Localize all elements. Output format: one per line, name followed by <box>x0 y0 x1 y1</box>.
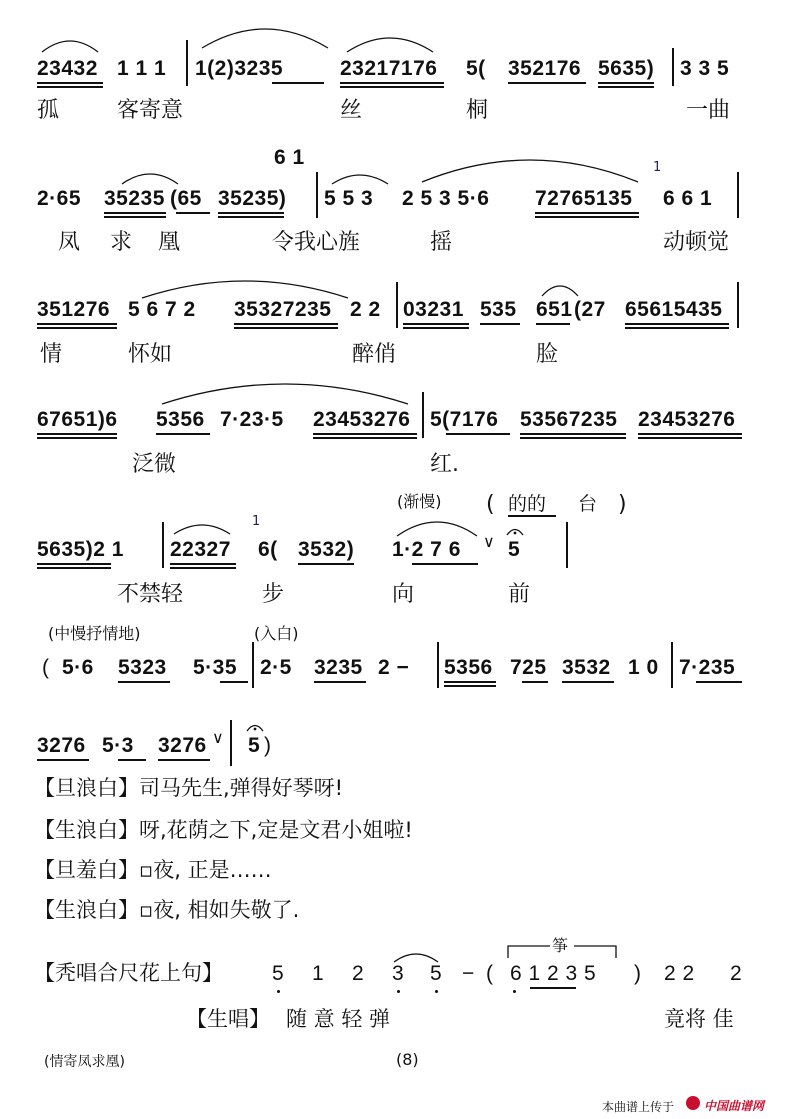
underline <box>118 759 146 761</box>
underline <box>234 327 338 329</box>
lyric: 丝 <box>340 98 363 123</box>
note-group: 651 <box>536 298 573 321</box>
underline <box>314 681 366 683</box>
note-group: ( <box>42 656 50 679</box>
note-group: 03231 <box>403 298 464 321</box>
slur-arc <box>392 950 440 964</box>
underline <box>562 681 614 683</box>
note-group: (27 <box>574 298 606 321</box>
dialogue-line <box>34 775 343 801</box>
underline <box>37 323 117 325</box>
lyric: 桐 <box>466 98 489 123</box>
note-group: 5 <box>248 734 261 757</box>
note-group: 5(7176 <box>430 408 499 431</box>
underline <box>535 216 639 218</box>
note-group: 3235 <box>314 656 363 679</box>
note-group: 5 <box>508 538 521 561</box>
note-group: 7·23·5 <box>220 408 284 431</box>
slur-arc <box>120 168 180 186</box>
note: 3 <box>392 962 405 985</box>
note-group: 35235) <box>218 187 287 210</box>
note-group: 5635)2 1 <box>37 538 124 561</box>
slur-arc <box>540 280 580 298</box>
note-group: ) <box>264 734 272 757</box>
note-group: 351276 <box>37 298 111 321</box>
note-group: 2 2 <box>350 298 381 321</box>
underline <box>220 681 248 683</box>
underline <box>37 563 111 565</box>
slur-arc <box>172 520 232 536</box>
annotation: 的的 <box>508 493 547 515</box>
note-group: 5323 <box>118 656 167 679</box>
underline <box>638 433 742 435</box>
instrument-label: 筝 <box>552 936 569 955</box>
underline <box>234 323 338 325</box>
grace-notes: 6 1 <box>274 146 305 169</box>
tempo-marking: (渐慢) <box>397 492 442 511</box>
lyric: 孤 <box>37 98 60 123</box>
underline <box>340 86 444 88</box>
underline <box>403 327 469 329</box>
note-group: 535 <box>480 298 517 321</box>
underline <box>508 515 556 517</box>
note: 1 <box>312 962 325 985</box>
underline <box>37 86 103 88</box>
note-group: 5·35 <box>193 656 238 679</box>
slur-arc <box>330 170 390 186</box>
underline <box>530 987 576 989</box>
note-group: 65615435 <box>625 298 723 321</box>
note-group: 1(2)3235 <box>195 57 284 80</box>
underline <box>625 323 729 325</box>
breath-mark: ∨ <box>212 728 224 747</box>
underline <box>104 216 166 218</box>
note-group: 1 0 <box>628 656 659 679</box>
breath-mark: ∨ <box>483 532 495 551</box>
lyric: 凰 <box>158 230 181 255</box>
underline <box>444 685 496 687</box>
underline <box>37 82 103 84</box>
note-group: 5 5 3 <box>324 187 374 210</box>
lyric: 客寄意 <box>117 98 184 123</box>
note-group: 3 3 5 <box>680 57 730 80</box>
lyric: 醉俏 <box>352 342 397 367</box>
note-group: 3532) <box>298 538 355 561</box>
underline <box>598 82 654 84</box>
note-group: 5 6 7 2 <box>128 298 196 321</box>
fermata-icon <box>505 526 525 536</box>
note-group: 2 − <box>378 656 410 679</box>
note-group: 3276 <box>158 734 207 757</box>
annotation: ( <box>486 492 495 517</box>
underline <box>508 82 586 84</box>
note-group: 35327235 <box>234 298 332 321</box>
note-group: 3532 <box>562 656 611 679</box>
underline <box>536 323 570 325</box>
note: ) <box>634 962 642 985</box>
tempo-marking: (中慢抒情地) <box>48 624 141 643</box>
underline <box>37 759 89 761</box>
dialogue-text: ▫夜, 相如失敬了. <box>139 898 300 922</box>
underline <box>272 82 324 84</box>
grace-mark: 1 <box>653 160 662 175</box>
note-group: 5·3 <box>102 734 134 757</box>
lyric: 求 <box>110 230 133 255</box>
singer-label: 【生唱】 <box>186 1007 270 1031</box>
note-group: 2·65 <box>37 187 82 210</box>
dialogue-line <box>34 857 272 883</box>
site-logo-text[interactable]: 中国曲谱网 <box>704 1099 765 1113</box>
slur-arc <box>345 30 435 54</box>
note: 2 <box>730 962 743 985</box>
bar-line <box>162 522 164 568</box>
bar-line <box>186 40 188 86</box>
slur-arc <box>140 276 350 300</box>
underline <box>156 433 210 435</box>
underline <box>446 433 510 435</box>
note-group: 6( <box>258 538 278 561</box>
underline <box>444 681 496 683</box>
note-group: 22327 <box>170 538 231 561</box>
underline <box>696 681 742 683</box>
lyric: 怀如 <box>128 342 173 367</box>
note-group: 72765135 <box>535 187 633 210</box>
octave-dot <box>397 990 400 993</box>
note-group: 67651)6 <box>37 408 118 431</box>
role-label: 【生浪白】 <box>34 818 139 842</box>
note: 5 <box>272 962 285 985</box>
underline <box>313 437 417 439</box>
slur-arc <box>160 378 410 406</box>
underline <box>158 759 210 761</box>
underline <box>638 437 742 439</box>
bar-line <box>737 172 739 218</box>
slur-arc <box>420 150 640 184</box>
underline <box>520 437 626 439</box>
note-group: 6 6 1 <box>663 187 713 210</box>
underline <box>522 681 548 683</box>
note-group: 3276 <box>37 734 86 757</box>
note-group: 2 5 3 5·6 <box>402 187 490 210</box>
bar-line <box>566 522 568 568</box>
lyric: 摇 <box>430 230 453 255</box>
piece-title: (情寄凤求凰) <box>44 1054 125 1070</box>
lyric: 令我心旌 <box>272 230 361 255</box>
note-group: 5356 <box>444 656 493 679</box>
underline <box>170 563 236 565</box>
page-number: (8) <box>396 1050 419 1069</box>
underline <box>520 433 626 435</box>
underline <box>218 212 284 214</box>
tempo-marking: (入白) <box>254 624 299 643</box>
dialogue-text: 呀,花荫之下,定是文君小姐啦! <box>139 818 413 842</box>
note: 2 <box>352 962 365 985</box>
lyric: 动顿觉 <box>663 230 730 255</box>
lyric: 泛微 <box>132 452 177 477</box>
bar-line <box>316 172 318 218</box>
underline <box>625 327 729 329</box>
bar-line <box>437 642 439 688</box>
annotation: 台 <box>578 493 598 515</box>
slur-arc <box>395 516 479 538</box>
underline <box>412 563 478 565</box>
note-group: 352176 <box>508 57 582 80</box>
octave-dot <box>513 990 516 993</box>
note-group: 5356 <box>156 408 205 431</box>
note-group: 23453276 <box>638 408 736 431</box>
bar-line <box>230 720 232 766</box>
note: 5 <box>430 962 443 985</box>
dialogue-text: ▫夜, 正是…… <box>139 858 272 882</box>
underline <box>340 82 444 84</box>
underline <box>170 567 236 569</box>
dialogue-line <box>34 897 299 923</box>
bar-line <box>396 282 398 328</box>
note-group: 2·5 <box>260 656 292 679</box>
note-group: (65 <box>170 187 202 210</box>
bar-line <box>737 282 739 328</box>
note-group: 53567235 <box>520 408 618 431</box>
lyric: 随 意 轻 弹 <box>286 1007 391 1031</box>
underline <box>480 323 520 325</box>
underline <box>37 433 117 435</box>
upload-note: 本曲谱上传于 <box>602 1100 675 1114</box>
underline <box>104 212 166 214</box>
note: ( <box>486 962 494 985</box>
octave-dot <box>277 990 280 993</box>
section-label: 【秃唱合尺花上句】 <box>34 961 223 985</box>
dialogue-line <box>34 817 413 843</box>
underline <box>403 323 469 325</box>
underline <box>535 212 639 214</box>
underline <box>298 563 354 565</box>
dialogue-text: 司马先生,弹得好琴呀! <box>139 776 344 800</box>
lyric: 一曲 <box>686 98 731 123</box>
note-group: 6 1 2 3 5 <box>510 962 597 985</box>
slur-arc <box>40 34 100 54</box>
role-label: 【生浪白】 <box>34 898 139 922</box>
bar-line <box>672 48 674 86</box>
note-group: 5·6 <box>62 656 94 679</box>
lyric: 凤 <box>58 230 81 255</box>
note-group: 23217176 <box>340 57 438 80</box>
grace-mark: 1 <box>252 514 261 529</box>
underline <box>118 681 170 683</box>
octave-dot <box>435 990 438 993</box>
bar-line <box>422 392 424 438</box>
lyric: 情 <box>40 342 63 367</box>
note-group: 5635) <box>598 57 655 80</box>
slur-arc <box>200 20 330 50</box>
note-group: 5( <box>466 57 486 80</box>
note: − <box>462 962 475 985</box>
lyric: 红. <box>430 452 459 477</box>
underline <box>218 216 284 218</box>
underline <box>37 567 111 569</box>
lyric: 不禁轻 <box>117 582 184 607</box>
annotation: ) <box>618 492 627 517</box>
lyric: 步 <box>262 582 285 607</box>
note-group: 23453276 <box>313 408 411 431</box>
lyric: 竟将 佳 <box>664 1007 734 1031</box>
note-group: 725 <box>510 656 547 679</box>
bar-line <box>252 642 254 688</box>
fermata-icon <box>245 722 265 732</box>
note-group: 2 2 <box>664 962 695 985</box>
underline <box>598 86 654 88</box>
lyric: 前 <box>508 582 531 607</box>
underline <box>176 212 210 214</box>
underline <box>313 433 417 435</box>
note-group: 35235 <box>104 187 165 210</box>
underline <box>37 327 117 329</box>
note-group: 23432 <box>37 57 98 80</box>
lyric: 向 <box>392 582 415 607</box>
note-group: 7·235 <box>679 656 736 679</box>
lyric: 脸 <box>536 342 559 367</box>
underline <box>37 437 117 439</box>
note-group: 1 1 1 <box>117 57 167 80</box>
role-label: 【旦浪白】 <box>34 776 139 800</box>
role-label: 【旦羞白】 <box>34 858 139 882</box>
bar-line <box>671 642 673 688</box>
note-group: 1·2 7 6 <box>392 538 461 561</box>
site-logo-icon <box>686 1096 700 1110</box>
